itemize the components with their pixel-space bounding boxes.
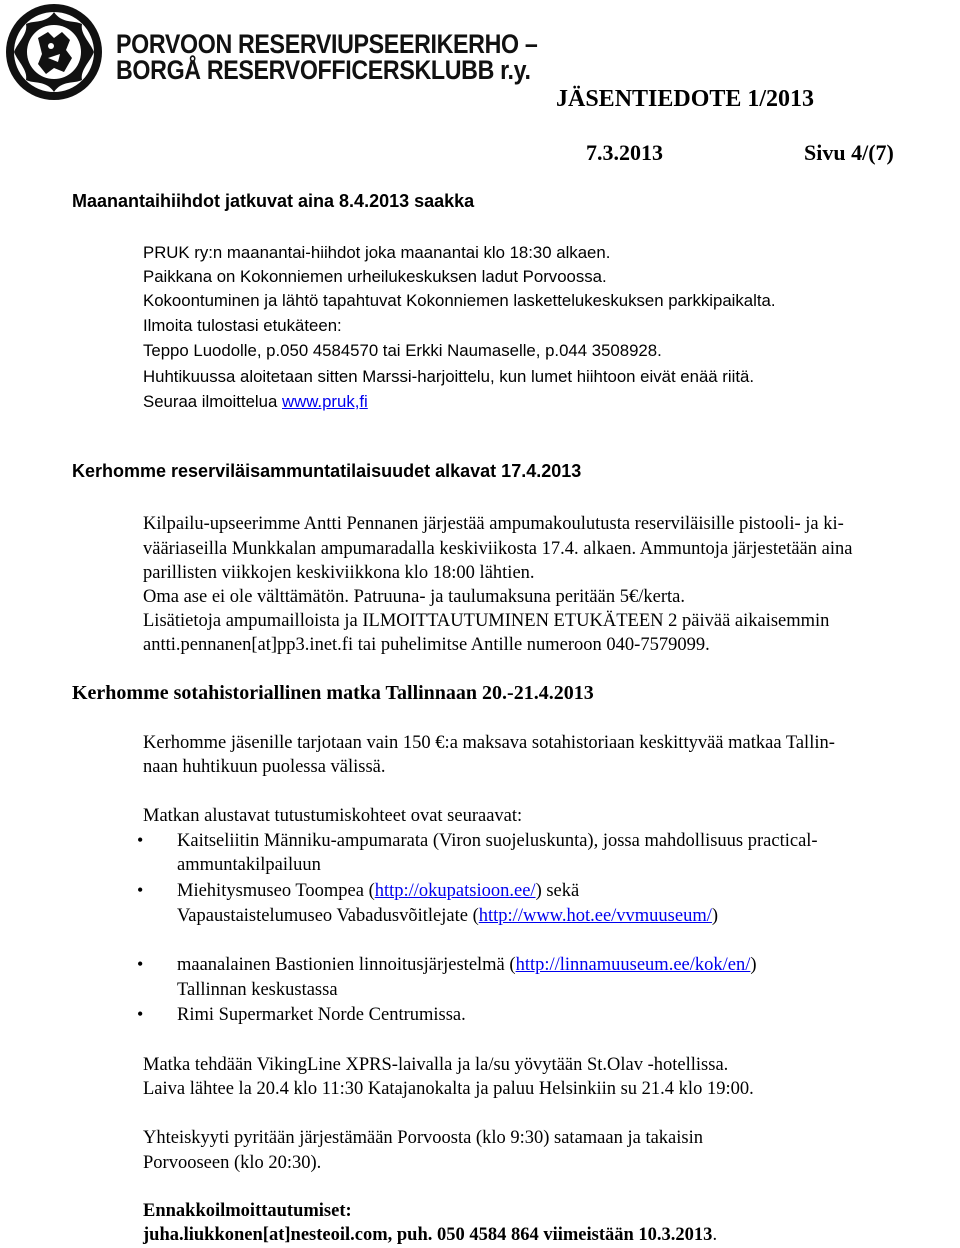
bullet-1: • (137, 830, 144, 850)
ski-line-5: Teppo Luodolle, p.050 4584570 tai Erkki Naumaselle, p.044 3508928. (143, 341, 662, 360)
target-1-line-1: Kaitseliitin Männiku-ampumarata (Viron suojeluskunta), jossa mahdollisuus practical- (177, 831, 818, 851)
linnamuuseum-link[interactable]: http://linnamuuseum.ee/kok/en/ (515, 955, 751, 975)
registration-contact: juha.liukkonen[at]nesteoil.com, puh. 050 4584 864 viimeistään 10.3.2013 (143, 1225, 713, 1245)
target-1-line-2: ammuntakilpailuun (177, 855, 321, 875)
vvmuuseum-link[interactable]: http://www.hot.ee/vvmuuseum/ (478, 906, 712, 926)
target-2-suffix: ) sekä (535, 881, 580, 901)
shooting-line-6: antti.pennanen[at]pp3.inet.fi tai puhelimitse Antille numeroon 040-7579099. (143, 635, 710, 655)
ski-heading: Maanantaihiihdot jatkuvat aina 8.4.2013 saakka (72, 191, 475, 211)
target-2b-suffix: ) (711, 906, 719, 926)
bus-line-1: Yhteiskyyti pyritään järjestämään Porvoosta (klo 9:30) satamaan ja takaisin (143, 1128, 703, 1148)
ski-line-4: Ilmoita tulostasi etukäteen: (143, 316, 342, 335)
trip-intro-1: Kerhomme jäsenille tarjotaan vain 150 €:a maksava sotahistoriaan keskittyvää matkaa Tallin- (143, 733, 835, 753)
target-2b-text: Vapaustaistelumuseo Vabadusvõitlejate ( (177, 906, 479, 926)
ski-follow-text: Seuraa ilmoittelua (143, 392, 282, 411)
shooting-line-3: parillisten viikkojen keskiviikkona klo 18:00 lähtien. (143, 563, 535, 583)
trip-targets-title: Matkan alustavat tutustumiskohteet ovat seuraavat: (143, 806, 523, 826)
target-2-text: Miehitysmuseo Toompea ( (177, 881, 375, 901)
shooting-line-4: Oma ase ei ole välttämätön. Patruuna- ja taulumaksuna peritään 5€/kerta. (143, 587, 685, 607)
target-4-line-1: Rimi Supermarket Norde Centrumissa. (177, 1005, 466, 1025)
registration-line (143, 1223, 717, 1247)
target-2-line-2 (177, 904, 718, 928)
okupatsioon-link[interactable]: http://okupatsioon.ee/ (374, 881, 536, 901)
target-3-suffix: ) (750, 955, 757, 975)
org-name-swedish: BORGÅ RESERVOFFICERSKLUBB r.y. (116, 55, 531, 85)
page-number: Sivu 4/(7) (804, 140, 894, 165)
bullet-2: • (137, 880, 144, 900)
trip-heading: Kerhomme sotahistoriallinen matka Tallinnaan 20.-21.4.2013 (72, 682, 594, 704)
target-3-text: maanalainen Bastionien linnoitusjärjestelmä ( (177, 955, 516, 975)
target-3-line-2: Tallinnan keskustassa (177, 980, 338, 1000)
bullet-3: • (137, 954, 144, 974)
club-logo-icon (4, 2, 104, 102)
ski-line-7 (143, 390, 368, 414)
bulletin-date: 7.3.2013 (586, 140, 663, 165)
shooting-line-5: Lisätietoja ampumailloista ja ILMOITTAUTUMINEN ETUKÄTEEN 2 päivää aikaisemmin (143, 611, 830, 631)
org-name-finnish: PORVOON RESERVIUPSEERIKERHO – (116, 29, 538, 59)
shooting-heading: Kerhomme reserviläisammuntatilaisuudet alkavat 17.4.2013 (72, 461, 582, 481)
registration-period: . (712, 1225, 718, 1245)
shooting-line-1: Kilpailu-upseerimme Antti Pennanen järjestää ampumakoulutusta reserviläisille pistooli- ja ki- (143, 514, 844, 534)
ski-line-1: PRUK ry:n maanantai-hiihdot joka maanantai klo 18:30 alkaen. (143, 243, 611, 262)
registration-title: Ennakkoilmoittautumiset: (143, 1201, 352, 1221)
shooting-line-2: vääriaseilla Munkkalan ampumaradalla keskiviikosta 17.4. alkaen. Ammuntoja järjestetään aina (143, 539, 853, 559)
travel-line-1: Matka tehdään VikingLine XPRS-laivalla ja la/su yövytään St.Olav -hotellissa. (143, 1055, 729, 1075)
bulletin-title: JÄSENTIEDOTE 1/2013 (556, 86, 815, 112)
bullet-4: • (137, 1004, 144, 1024)
trip-intro-2: naan huhtikuun puolessa välissä. (143, 757, 386, 777)
target-3-line-1 (177, 953, 757, 977)
travel-line-2: Laiva lähtee la 20.4 klo 11:30 Katajanokalta ja paluu Helsinkiin su 21.4 klo 19:00. (143, 1079, 754, 1099)
ski-line-6: Huhtikuussa aloitetaan sitten Marssi-harjoittelu, kun lumet hiihtoon eivät enää riitä. (143, 367, 754, 386)
ski-line-3: Kokoontuminen ja lähtö tapahtuvat Kokonniemen laskettelukeskuksen parkkipaikalta. (143, 291, 776, 310)
pruk-link[interactable]: www.pruk,fi (282, 392, 368, 411)
bus-line-2: Porvooseen (klo 20:30). (143, 1153, 322, 1173)
ski-line-2: Paikkana on Kokonniemen urheilukeskuksen ladut Porvoossa. (143, 267, 607, 286)
target-2-line-1 (177, 879, 579, 903)
